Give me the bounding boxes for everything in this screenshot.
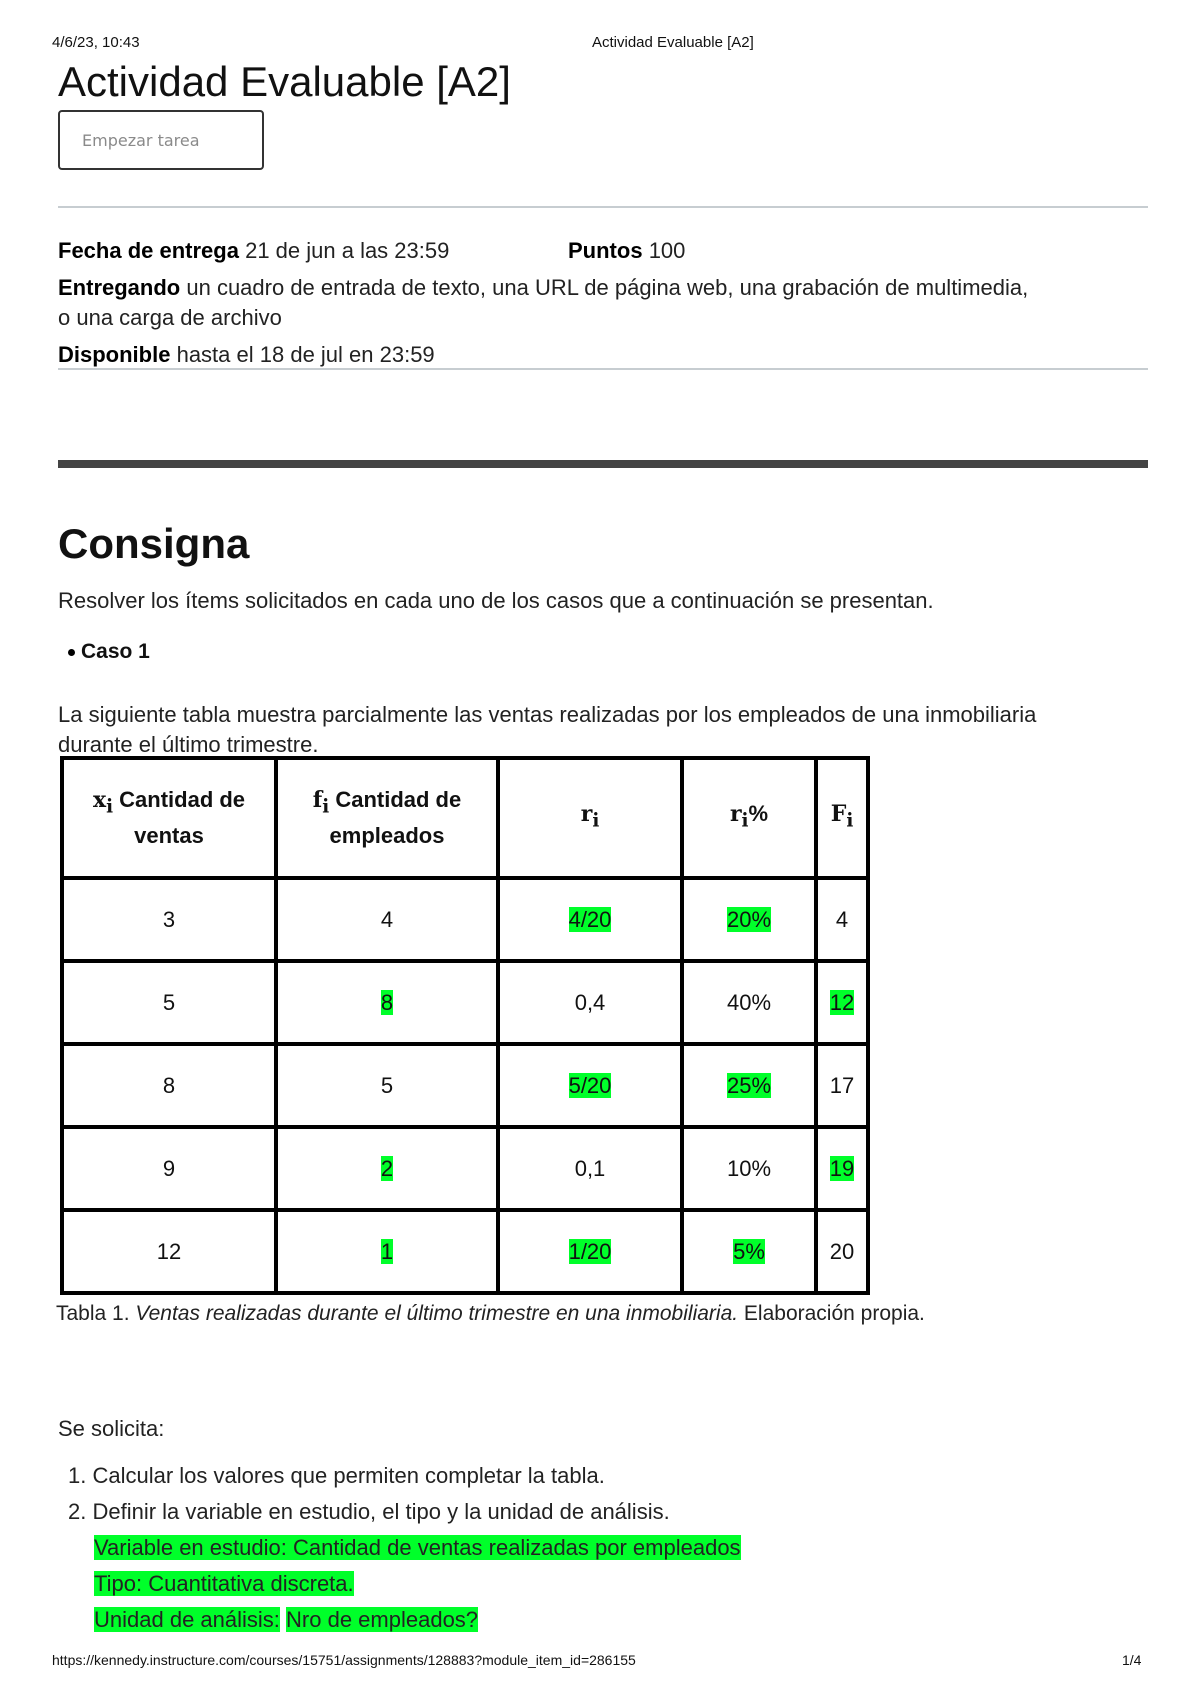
case-text-line-1: La siguiente tabla muestra parcialmente las ventas realizadas por los empleados de una inmobiliaria	[58, 702, 1037, 727]
bullet-icon	[68, 649, 75, 656]
highlighted-answer: 12	[829, 989, 855, 1015]
points-value: 100	[648, 238, 686, 263]
table-cell	[276, 1210, 498, 1293]
intro-text: Resolver los ítems solicitados en cada uno de los casos que a continuación se presentan.	[58, 588, 934, 613]
submitting-row	[58, 273, 1028, 303]
due-value: 21 de jun a las 23:59	[245, 238, 450, 263]
table-cell	[498, 1210, 682, 1293]
frequency-table	[60, 756, 870, 1295]
table-cell: 40%	[682, 961, 816, 1044]
table-row	[62, 961, 868, 1044]
col-header-Fi: $F_i$	[816, 758, 868, 878]
section-divider	[58, 460, 1148, 468]
col-header-fi: $f_i$ Cantidad de empleados	[276, 758, 498, 878]
table-cell	[682, 1210, 816, 1293]
request-list	[68, 1458, 741, 1638]
col-header-xi: $x_i$ Cantidad de ventas	[62, 758, 276, 878]
table-row	[62, 878, 868, 961]
page-title: Actividad Evaluable [A2]	[58, 58, 511, 105]
table-cell: 10%	[682, 1127, 816, 1210]
footer-url: https://kennedy.instructure.com/courses/15751/assignments/128883?module_item_id=286155	[52, 1652, 636, 1668]
table-cell	[682, 1044, 816, 1127]
table-cell: 5	[276, 1044, 498, 1127]
submitting-row-cont: o una carga de archivo	[58, 305, 282, 330]
table-cell: 20	[816, 1210, 868, 1293]
footer-page-number: 1/4	[1122, 1652, 1142, 1668]
points-label: Puntos	[568, 238, 643, 263]
highlighted-answer: 2	[380, 1155, 394, 1181]
table-caption: Tabla 1. Ventas realizadas durante el último trimestre en una inmobiliaria. Elaboración propia.	[56, 1302, 925, 1325]
table-cell	[816, 961, 868, 1044]
table-row	[62, 1127, 868, 1210]
col-header-ri-percent: $r_i\%$	[682, 758, 816, 878]
due-date-row	[58, 236, 449, 266]
submitting-label: Entregando	[58, 275, 181, 300]
due-label: Fecha de entrega	[58, 238, 239, 263]
highlighted-answer: 5%	[733, 1238, 765, 1264]
table-cell	[276, 1127, 498, 1210]
available-label: Disponible	[58, 342, 171, 367]
highlighted-answer: 1	[380, 1238, 394, 1264]
start-assignment-button[interactable]: Empezar tarea	[58, 110, 264, 170]
col-header-ri: $r_i$	[498, 758, 682, 878]
list-item: 2. Definir la variable en estudio, el tipo y la unidad de análisis.	[68, 1499, 670, 1524]
table-cell	[682, 878, 816, 961]
table-cell	[498, 878, 682, 961]
print-header-title: Actividad Evaluable [A2]	[592, 34, 754, 51]
points-row	[568, 236, 685, 266]
table-cell	[276, 961, 498, 1044]
answer-line: Tipo: Cuantitativa discreta.	[94, 1571, 354, 1596]
table-cell: 9	[62, 1127, 276, 1210]
table-cell	[816, 1127, 868, 1210]
highlighted-answer: 25%	[726, 1072, 772, 1098]
section-heading-consigna: Consigna	[58, 520, 250, 567]
highlighted-answer: 19	[829, 1155, 855, 1181]
available-value: hasta el 18 de jul en 23:59	[176, 342, 435, 367]
table-cell: 0,4	[498, 961, 682, 1044]
print-date: 4/6/23, 10:43	[52, 34, 140, 51]
highlighted-answer: 20%	[726, 906, 772, 932]
table-cell: 4	[276, 878, 498, 961]
list-item: 1. Calcular los valores que permiten completar la tabla.	[68, 1463, 605, 1488]
case-bullet	[68, 640, 150, 664]
case-text-line-2: durante el último trimestre.	[58, 732, 319, 757]
available-row	[58, 340, 435, 370]
request-label: Se solicita:	[58, 1416, 165, 1441]
highlighted-answer: 8	[380, 989, 394, 1015]
table-cell: 4	[816, 878, 868, 961]
table-header-row	[62, 758, 868, 878]
answer-line: Unidad de análisis: Nro de empleados?	[94, 1607, 479, 1632]
highlighted-answer: 5/20	[568, 1072, 612, 1098]
table-cell: 3	[62, 878, 276, 961]
table-cell: 8	[62, 1044, 276, 1127]
divider	[58, 206, 1148, 208]
highlighted-answer: 4/20	[568, 906, 612, 932]
table-cell: 0,1	[498, 1127, 682, 1210]
table-row	[62, 1044, 868, 1127]
table-cell: 5	[62, 961, 276, 1044]
answer-line: Variable en estudio: Cantidad de ventas realizadas por empleados	[94, 1535, 741, 1560]
table-row	[62, 1210, 868, 1293]
table-cell	[498, 1044, 682, 1127]
divider	[58, 368, 1148, 370]
table-cell: 12	[62, 1210, 276, 1293]
case-label: Caso 1	[81, 640, 150, 663]
table-cell: 17	[816, 1044, 868, 1127]
submitting-value: un cuadro de entrada de texto, una URL de página web, una grabación de multimedia,	[186, 275, 1029, 300]
highlighted-answer: 1/20	[568, 1238, 612, 1264]
